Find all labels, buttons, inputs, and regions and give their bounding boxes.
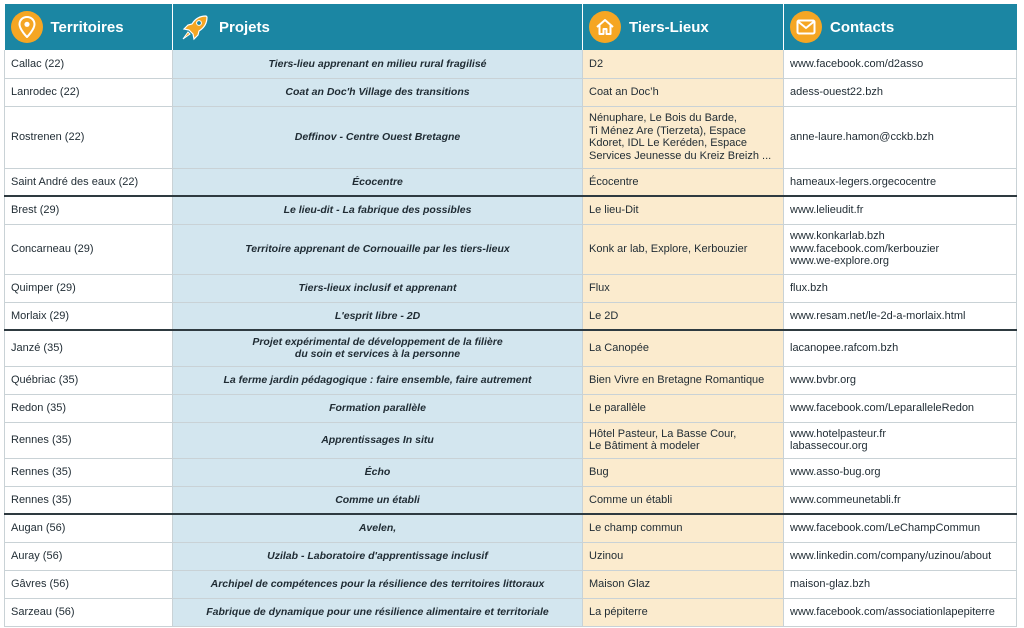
table-row: [5, 366, 1017, 394]
contact-link[interactable]: www.bvbr.org: [790, 373, 857, 386]
tiers-lieux-line: Bug: [589, 465, 609, 478]
house-icon: [589, 11, 621, 43]
tiers-lieux-cell: [583, 78, 784, 106]
contact-link[interactable]: www.commeunetabli.fr: [790, 493, 901, 506]
tiers-lieux-cell: [583, 542, 784, 570]
tiers-lieux-table: [4, 4, 1017, 627]
table-row: [5, 486, 1017, 514]
contact-cell: [784, 106, 1017, 168]
projet-line: du soin et services à la personne: [294, 348, 461, 361]
map-pin-icon: [11, 11, 43, 43]
table-row: [5, 274, 1017, 302]
contact-cell: [784, 366, 1017, 394]
tiers-lieux-cell: [583, 274, 784, 302]
projet-line: L'esprit libre - 2D: [334, 309, 421, 322]
contact-cell: [784, 78, 1017, 106]
tiers-lieux-line: D2: [589, 57, 604, 70]
contact-link[interactable]: www.facebook.com/associationlapepiterre: [790, 605, 995, 618]
tiers-lieux-cell: [583, 50, 784, 78]
contact-link[interactable]: www.facebook.com/d2asso: [790, 57, 924, 70]
projet-line: Apprentissages In situ: [321, 433, 434, 446]
contact-cell: [784, 50, 1017, 78]
header-tiers-lieux: [583, 4, 784, 50]
tiers-lieux-cell: [583, 168, 784, 196]
contact-link[interactable]: www.facebook.com/LeparalleleRedon: [790, 401, 975, 414]
tiers-lieux-line: Services Jeunesse du Kreiz Breizh ...: [589, 149, 772, 162]
contact-link[interactable]: www.konkarlab.bzh: [790, 230, 885, 243]
tiers-lieux-line: Kdoret, IDL Le Keréden, Espace: [589, 137, 747, 149]
table-row: [5, 394, 1017, 422]
projet-cell: [173, 422, 583, 458]
territoire-cell: Rennes (35): [5, 458, 173, 486]
territoire-cell: Auray (56): [5, 542, 173, 570]
header-projets: [173, 4, 583, 50]
contact-cell: [784, 422, 1017, 458]
contact-link[interactable]: flux.bzh: [790, 281, 828, 294]
table-row: [5, 422, 1017, 458]
tiers-lieux-line: Le 2D: [589, 309, 619, 322]
territoire-cell: Augan (56): [5, 514, 173, 542]
header-territoires-label: Territoires: [50, 18, 124, 36]
tiers-lieux-line: Le Bâtiment à modeler: [589, 440, 700, 452]
tiers-lieux-line: Écocentre: [589, 175, 639, 188]
table-row: [5, 196, 1017, 224]
table-row: [5, 78, 1017, 106]
contact-link[interactable]: www.linkedin.com/company/uzinou/about: [790, 549, 992, 562]
tiers-lieux-cell: [583, 458, 784, 486]
contact-cell: [784, 302, 1017, 330]
territoire-cell: Quimper (29): [5, 274, 173, 302]
projet-cell: [173, 458, 583, 486]
projet-cell: [173, 224, 583, 274]
tiers-lieux-cell: [583, 106, 784, 168]
projet-cell: [173, 598, 583, 626]
territoire-cell: Rennes (35): [5, 422, 173, 458]
projet-line: Territoire apprenant de Cornouaille par les tiers-lieux: [245, 242, 510, 255]
table-row: [5, 106, 1017, 168]
territoire-cell: Janzé (35): [5, 330, 173, 366]
tiers-lieux-cell: [583, 422, 784, 458]
contact-cell: [784, 570, 1017, 598]
contact-link[interactable]: www.facebook.com/kerbouzier: [790, 242, 940, 255]
table-row: [5, 330, 1017, 366]
projet-line: Archipel de compétences pour la résilience des territoires littoraux: [210, 577, 545, 590]
tiers-lieux-line: Hôtel Pasteur, La Basse Cour,: [589, 427, 737, 440]
contact-cell: [784, 598, 1017, 626]
table-row: [5, 542, 1017, 570]
projet-cell: [173, 302, 583, 330]
contact-cell: [784, 542, 1017, 570]
tiers-lieux-line: Konk ar lab, Explore, Kerbouzier: [589, 242, 748, 255]
territoire-cell: Morlaix (29): [5, 302, 173, 330]
projet-line: Tiers-lieu apprenant en milieu rural fragilisé: [268, 57, 487, 70]
territoire-cell: Rennes (35): [5, 486, 173, 514]
territoire-cell: Sarzeau (56): [5, 598, 173, 626]
directory-table-wrapper: [4, 4, 1016, 627]
contact-link[interactable]: hameaux-legers.orgecocentre: [790, 175, 937, 188]
header-row: [5, 4, 1017, 50]
tiers-lieux-cell: [583, 302, 784, 330]
table-row: [5, 570, 1017, 598]
projet-line: Coat an Doc'h Village des transitions: [285, 85, 470, 98]
tiers-lieux-line: La pépiterre: [589, 605, 648, 618]
contact-cell: [784, 196, 1017, 224]
tiers-lieux-line: Coat an Doc’h: [589, 85, 659, 98]
tiers-lieux-line: Flux: [589, 281, 610, 294]
header-projets-label: Projets: [219, 18, 270, 36]
contact-cell: [784, 168, 1017, 196]
contact-link[interactable]: adess-ouest22.bzh: [790, 85, 883, 98]
contact-cell: [784, 514, 1017, 542]
projet-cell: [173, 168, 583, 196]
projet-line: Deffinov - Centre Ouest Bretagne: [294, 130, 461, 143]
projet-line: Écocentre: [352, 175, 403, 188]
tiers-lieux-cell: [583, 224, 784, 274]
contact-link[interactable]: www.resam.net/le-2d-a-morlaix.html: [790, 309, 966, 322]
header-territoires: [5, 4, 173, 50]
projet-line: Uzilab - Laboratoire d'apprentissage inclusif: [267, 549, 488, 562]
projet-line: Écho: [364, 465, 391, 478]
projet-line: Le lieu-dit - La fabrique des possibles: [283, 204, 472, 216]
contact-link[interactable]: anne-laure.hamon@cckb.bzh: [790, 130, 934, 143]
tiers-lieux-line: Bien Vivre en Bretagne Romantique: [589, 373, 765, 386]
projet-cell: [173, 50, 583, 78]
territoire-cell: Concarneau (29): [5, 224, 173, 274]
tiers-lieux-line: Comme un établi: [589, 493, 673, 506]
projet-cell: [173, 486, 583, 514]
territoire-cell: Québriac (35): [5, 366, 173, 394]
contact-link[interactable]: maison-glaz.bzh: [790, 577, 871, 590]
projet-line: Formation parallèle: [329, 401, 426, 414]
projet-cell: [173, 330, 583, 366]
table-row: [5, 598, 1017, 626]
tiers-lieux-cell: [583, 598, 784, 626]
table-row: [5, 514, 1017, 542]
contact-cell: [784, 274, 1017, 302]
contact-cell: [784, 486, 1017, 514]
table-row: [5, 168, 1017, 196]
projet-cell: [173, 542, 583, 570]
table-row: [5, 50, 1017, 78]
contact-link[interactable]: www.hotelpasteur.fr: [790, 427, 886, 440]
header-tiers-lieux-label: Tiers-Lieux: [629, 18, 709, 36]
tiers-lieux-cell: [583, 570, 784, 598]
projet-cell: [173, 196, 583, 224]
projet-cell: [173, 78, 583, 106]
projet-cell: [173, 570, 583, 598]
projet-line: La ferme jardin pédagogique : faire ensemble, faire autrement: [223, 373, 532, 386]
projet-line: Fabrique de dynamique pour une résilience alimentaire et territoriale: [206, 605, 549, 618]
projet-cell: [173, 366, 583, 394]
projet-line: Avelen,: [358, 522, 397, 534]
tiers-lieux-line: Ti Ménez Are (Tierzeta), Espace: [589, 124, 746, 137]
tiers-lieux-line: Uzinou: [589, 549, 624, 562]
projet-line: Comme un établi: [335, 493, 420, 506]
contact-link[interactable]: labassecour.org: [790, 440, 868, 452]
contact-cell: [784, 330, 1017, 366]
table-row: [5, 224, 1017, 274]
projet-cell: [173, 274, 583, 302]
territoire-cell: Callac (22): [5, 50, 173, 78]
projet-line: Projet expérimental de développement de la filière: [252, 335, 503, 348]
projet-line: Tiers-lieux inclusif et apprenant: [298, 281, 457, 294]
territoire-cell: Rostrenen (22): [5, 106, 173, 168]
header-contacts-label: Contacts: [830, 18, 895, 36]
table-row: [5, 302, 1017, 330]
tiers-lieux-cell: [583, 394, 784, 422]
territoire-cell: Brest (29): [5, 196, 173, 224]
table-row: [5, 458, 1017, 486]
territoire-cell: Lanrodec (22): [5, 78, 173, 106]
contact-link[interactable]: www.facebook.com/LeChampCommun: [790, 522, 981, 534]
territoire-cell: Redon (35): [5, 394, 173, 422]
header-contacts: [784, 4, 1017, 50]
tiers-lieux-line: La Canopée: [589, 342, 649, 354]
tiers-lieux-cell: [583, 330, 784, 366]
territoire-cell: Saint André des eaux (22): [5, 168, 173, 196]
envelope-icon: [790, 11, 822, 43]
contact-link[interactable]: www.asso-bug.org: [790, 465, 881, 478]
tiers-lieux-line: Le champ commun: [589, 522, 683, 534]
projet-cell: [173, 514, 583, 542]
contact-link[interactable]: www.we-explore.org: [790, 255, 890, 268]
contact-cell: [784, 394, 1017, 422]
contact-link[interactable]: lacanopee.rafcom.bzh: [790, 342, 899, 354]
rocket-icon: [179, 11, 211, 43]
tiers-lieux-line: Maison Glaz: [589, 577, 651, 590]
tiers-lieux-line: Nénuphare, Le Bois du Barde,: [589, 112, 737, 124]
contact-cell: [784, 458, 1017, 486]
territoire-cell: Gâvres (56): [5, 570, 173, 598]
tiers-lieux-line: Le lieu-Dit: [589, 204, 639, 216]
projet-cell: [173, 394, 583, 422]
contact-cell: [784, 224, 1017, 274]
tiers-lieux-cell: [583, 366, 784, 394]
contact-link[interactable]: www.lelieudit.fr: [790, 204, 864, 216]
tiers-lieux-line: Le parallèle: [589, 401, 646, 414]
tiers-lieux-cell: [583, 486, 784, 514]
projet-cell: [173, 106, 583, 168]
tiers-lieux-cell: [583, 196, 784, 224]
tiers-lieux-cell: [583, 514, 784, 542]
